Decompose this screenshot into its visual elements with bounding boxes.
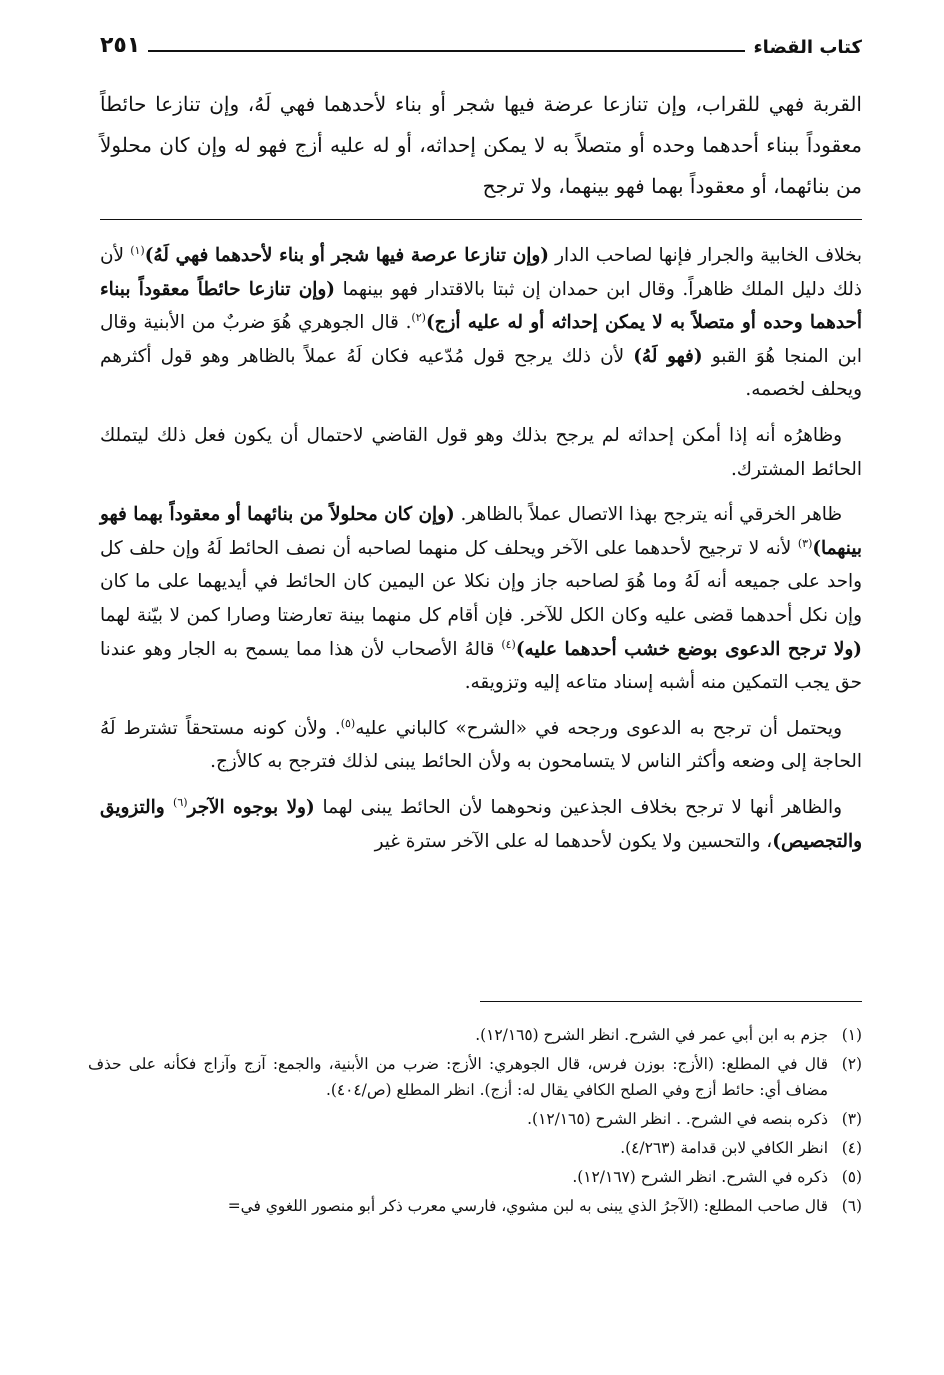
matn-separator bbox=[100, 219, 862, 220]
footnote-number: (٤) bbox=[841, 1139, 862, 1157]
commentary-section bbox=[100, 239, 862, 870]
header-rule bbox=[148, 50, 745, 52]
matn-quote: (ولا ترجح الدعوى بوضع خشب أحدهما عليه) bbox=[515, 638, 862, 660]
footnote-number: (٣) bbox=[841, 1110, 862, 1128]
book-page bbox=[88, 0, 863, 1375]
footnote-text: جزم به ابن أبي عمر في الشرح. انظر الشرح (١٢/١٦٥). bbox=[475, 1026, 828, 1044]
commentary-text: لأن ذلك يرجح قول مُدّعيه فكان لَهُ عملاً بالظاهر وهو قول أكثرهم ويحلف لخصمه. bbox=[100, 345, 862, 401]
commentary-text: وظاهرُه أنه إذا أمكن إحداثه لم يرجح بذلك وهو قول القاضي لاحتمال أن يكون فعل ذلك ليتملك الحائط المشترك. bbox=[100, 424, 862, 480]
commentary-text: . ولأن كونه مستحقاً تشترط لَهُ الحاجة إلى وضعه وأكثر الناس لا يتسامحون به ولأن الحائط يبنى لذلك فترجح به كالأزج. bbox=[100, 717, 862, 773]
footnote-text: قال صاحب المطلع: (الآجرُ الذي يبنى به لبن مشوي، فارسي معرب ذكر أبو منصور اللغوي في= bbox=[227, 1197, 828, 1215]
matn-quote: (وإن كان محلولاً من بنائهما أو معقوداً بهما فهو بينهما) bbox=[100, 504, 862, 559]
footnote-item bbox=[88, 1051, 862, 1103]
matn-quote: والتزويق والتجصيص) bbox=[100, 796, 862, 852]
page-header bbox=[100, 26, 862, 58]
commentary-text: . قال الجوهري هُوَ ضربٌ من الأبنية وقال ابن المنجا هُوَ القبو bbox=[100, 312, 862, 367]
footnotes bbox=[88, 1022, 862, 1222]
footnote-text: قال في المطلع: (الأزج: بوزن فرس، قال الجوهري: الأزج: ضرب من الأبنية، والجمع: آزج وآزاج فكأنه على حذف مضاف أي: حائط أزج وفي الصلح الكافي يقال له: أزج). انظر المطلع (ص/٤٠٤). bbox=[88, 1055, 828, 1099]
commentary-text: لأن ذلك دليل الملك ظاهراً. وقال ابن حمدان إن ثبتا بالاقتدار فهو بينهما bbox=[100, 245, 862, 300]
footnote-text: ذكره في الشرح. انظر الشرح (١٢/١٦٧). bbox=[572, 1168, 828, 1186]
page-number: ٢٥١ bbox=[100, 33, 141, 58]
footnote-text: انظر الكافي لابن قدامة (٤/٢٦٣). bbox=[620, 1139, 828, 1157]
footnote-ref: (٦) bbox=[173, 795, 188, 809]
commentary-text: ويحتمل أن ترجح به الدعوى ورجحه في «الشرح» كالباني عليه bbox=[355, 717, 842, 739]
commentary-paragraph-2 bbox=[100, 419, 862, 486]
footnote-ref: (٤) bbox=[501, 637, 516, 651]
footnote-item bbox=[88, 1135, 862, 1161]
footnote-number: (٥) bbox=[841, 1168, 862, 1186]
commentary-text: والظاهر أنها لا ترجح بخلاف الجذعين ونحوهما لأن الحائط يبنى لهما bbox=[314, 796, 843, 818]
matn-quote: (وإن تنازعا عرصة فيها شجر أو بناء لأحدهما فهي لَهُ) bbox=[144, 245, 549, 266]
commentary-paragraph-3 bbox=[100, 498, 862, 700]
footnote-ref: (٥) bbox=[340, 716, 356, 730]
footnote-item bbox=[88, 1106, 862, 1132]
footnote-ref: (٢) bbox=[411, 311, 426, 325]
footnote-text: ذكره بنصه في الشرح. . انظر الشرح (١٢/١٦٥). bbox=[527, 1110, 828, 1128]
commentary-text: ، والتحسين ولا يكون لأحدهما له على الآخر سترة غير bbox=[374, 830, 773, 852]
footnote-ref: (١) bbox=[130, 243, 145, 257]
footnote-separator bbox=[480, 1001, 862, 1002]
commentary-paragraph-1 bbox=[100, 239, 862, 407]
footnote-number: (٢) bbox=[841, 1055, 862, 1073]
footnote-number: (٦) bbox=[841, 1197, 862, 1215]
footnote-item bbox=[88, 1164, 862, 1190]
footnote-ref: (٣) bbox=[797, 536, 813, 550]
matn-quote: (فهو لَهُ) bbox=[633, 345, 703, 367]
commentary-text: بخلاف الخابية والجرار فإنها لصاحب الدار bbox=[548, 245, 863, 266]
matn-quote: (وإن تنازعا حائطاً معقوداً ببناء أحدهما وحده أو متصلاً به لا يمكن إحداثه أو له عليه أزج) bbox=[100, 278, 862, 334]
matn-text: القربة فهي للقراب، وإن تنازعا عرضة فيها شجر أو بناء لأحدهما فهي لَهُ، وإن تنازعا حائطاً معقوداً ببناء أحدهما وحده أو متصلاً به لا يمكن إحداثه، أو له عليه أزج فهو له وإن كان محلولاً من بنائهما، أو معقوداً بهما فهو بينهما، ولا ترجح bbox=[100, 92, 862, 198]
commentary-text: قالهُ الأصحاب لأن هذا مما يسمح به الجار وهو عندنا حق يجب التمكين منه أشبه إسناد متاعه إليه وتزويقه. bbox=[100, 638, 862, 694]
commentary-text: ظاهر الخرقي أنه يترجح بهذا الاتصال عملاً بالظاهر. bbox=[454, 504, 843, 526]
matn-quote: (ولا بوجوه الآجر bbox=[187, 796, 315, 818]
commentary-paragraph-4 bbox=[100, 712, 862, 779]
commentary-text: لأنه لا ترجيح لأحدهما على الآخر ويحلف كل منهما لصاحبه أن نصف الحائط لَهُ وإن حلف كل واحد على جميعه أنه لَهُ وما هُوَ لصاحبه جاز وإن نكلا عن اليمين كان الحائط في أيديهما على ما كان وإن نكل أحدهما قضى عليه وكان الكل للآخر. فإن أقام كل منهما بينة تعارضتا وصارا كمن لا بيّنة لهما bbox=[100, 537, 862, 626]
footnote-item bbox=[88, 1022, 862, 1048]
footnote-number: (١) bbox=[841, 1026, 862, 1044]
running-title: كتاب القضاء bbox=[753, 37, 862, 58]
footnote-item bbox=[88, 1193, 862, 1219]
commentary-paragraph-5 bbox=[100, 791, 862, 858]
